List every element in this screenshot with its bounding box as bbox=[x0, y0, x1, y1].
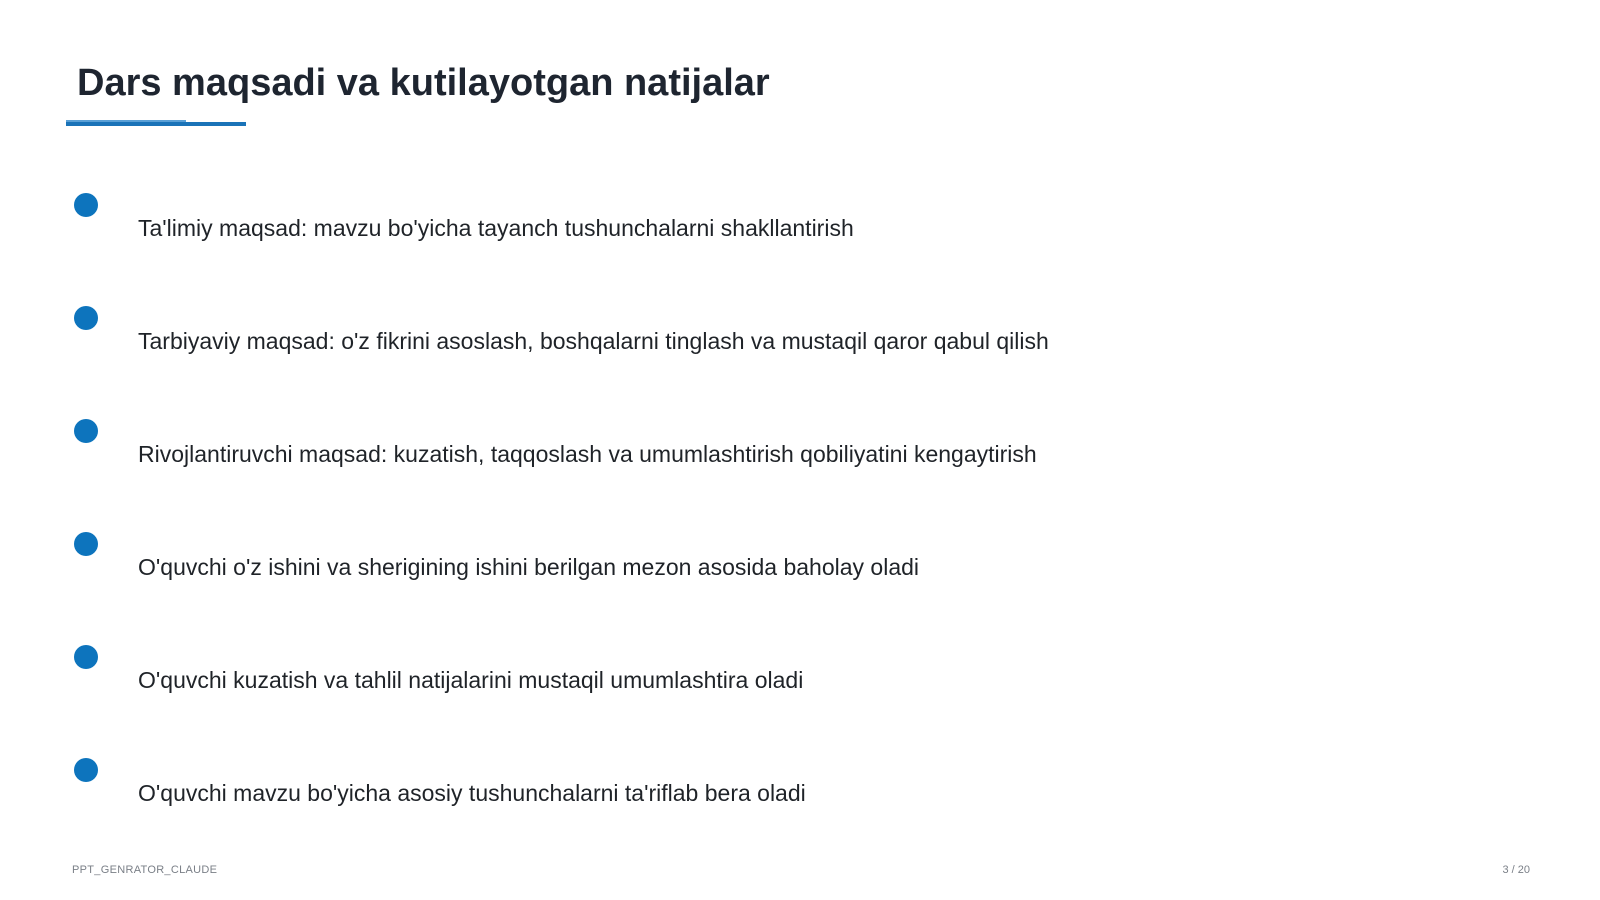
bullet-dot-icon bbox=[74, 758, 98, 782]
bullet-dot-icon bbox=[74, 193, 98, 217]
slide-title: Dars maqsadi va kutilayotgan natijalar bbox=[77, 62, 770, 104]
bullet-item bbox=[0, 306, 1600, 406]
bullet-dot-icon bbox=[74, 306, 98, 330]
bullet-dot-icon bbox=[74, 532, 98, 556]
bullet-text: O'quvchi kuzatish va tahlil natijalarini mustaqil umumlashtira oladi bbox=[138, 667, 804, 693]
bullet-text: Rivojlantiruvchi maqsad: kuzatish, taqqoslash va umumlashtirish qobiliyatini kengaytirish bbox=[138, 441, 1037, 467]
bullet-dot-icon bbox=[74, 419, 98, 443]
bullet-dot-icon bbox=[74, 645, 98, 669]
bullet-item bbox=[0, 419, 1600, 519]
bullet-text: Ta'limiy maqsad: mavzu bo'yicha tayanch tushunchalarni shakllantirish bbox=[138, 215, 854, 241]
bullet-item bbox=[0, 193, 1600, 293]
bullet-text: Tarbiyaviy maqsad: o'z fikrini asoslash, boshqalarni tinglash va mustaqil qaror qabul qilish bbox=[138, 328, 1049, 354]
footer-page-indicator: 3 / 20 bbox=[1502, 864, 1530, 876]
footer-source-label: PPT_GENRATOR_CLAUDE bbox=[72, 864, 218, 876]
bullet-item bbox=[0, 645, 1600, 745]
bullet-text: O'quvchi o'z ishini va sherigining ishini berilgan mezon asosida baholay oladi bbox=[138, 554, 920, 580]
bullet-item bbox=[0, 758, 1600, 858]
bullet-text: O'quvchi mavzu bo'yicha asosiy tushunchalarni ta'riflab bera oladi bbox=[138, 780, 806, 806]
bullet-item bbox=[0, 532, 1600, 632]
